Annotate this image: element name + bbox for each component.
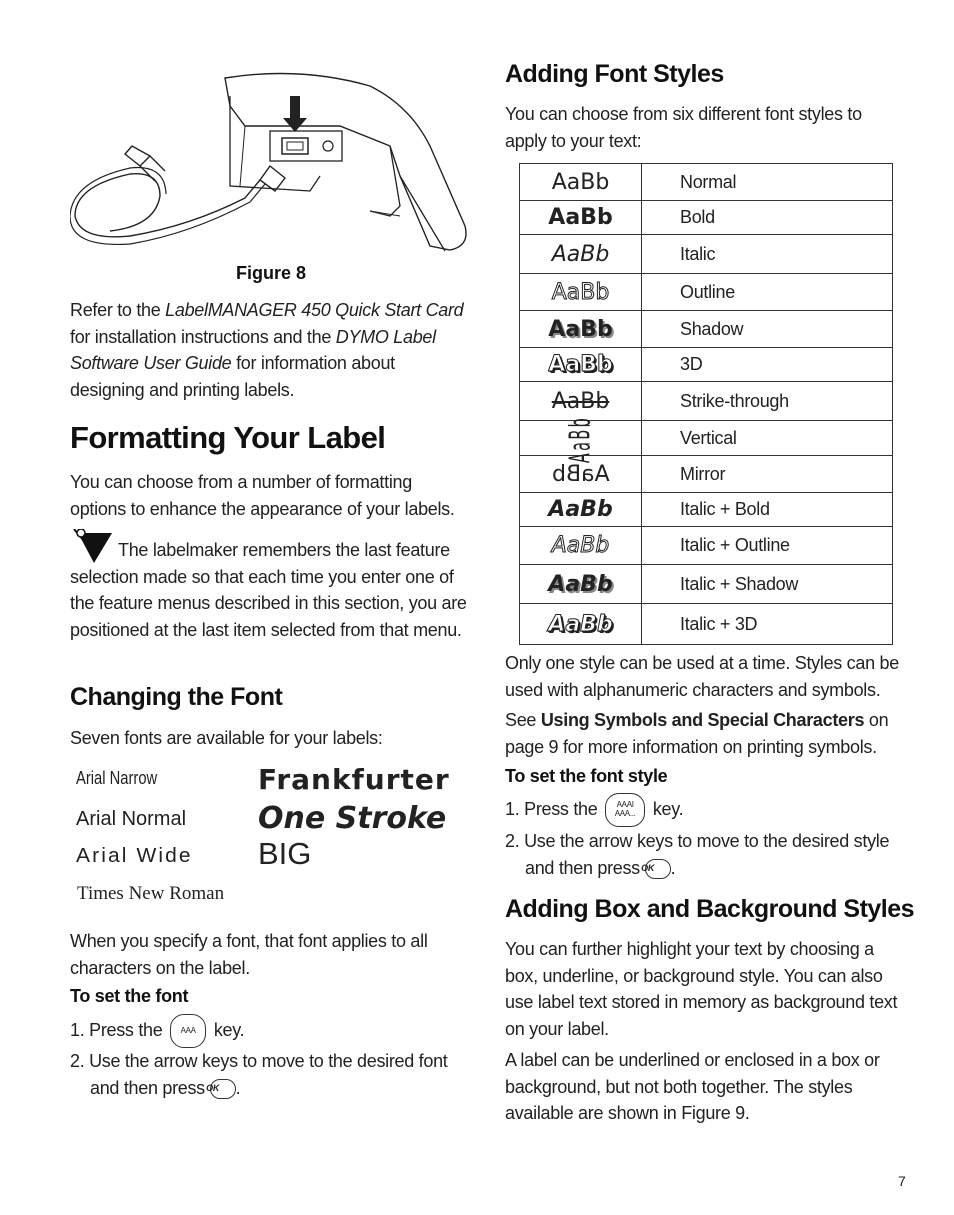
formatting-title: Formatting Your Label bbox=[70, 420, 386, 455]
style-row-italic-outline bbox=[520, 527, 893, 565]
style-step-2-text: 2. Use the arrow keys to move to the desired style and then press bbox=[505, 831, 890, 878]
style-row-strike-through bbox=[520, 382, 893, 421]
changing-font-paragraph: Seven fonts are available for your labels: bbox=[70, 728, 383, 748]
style-name-vertical: Vertical bbox=[642, 421, 893, 456]
style-name-normal: Normal bbox=[642, 164, 893, 201]
style-name-shadow: Shadow bbox=[642, 311, 893, 348]
style-row-bold bbox=[520, 201, 893, 235]
figure-8-caption: Figure 8 bbox=[236, 263, 307, 283]
style-name-bold: Bold bbox=[642, 201, 893, 235]
style-name-italic-outline: Italic + Outline bbox=[642, 527, 893, 565]
step-1-text: 1. Press the bbox=[70, 1019, 163, 1040]
set-style-step-1 bbox=[505, 793, 683, 827]
style-row-italic-shadow bbox=[520, 565, 893, 604]
symbols-section-reference: Using Symbols and Special Characters bbox=[540, 710, 865, 730]
tip-paragraph: The labelmaker remembers the last feature selection made so that each time you enter one of the feature menus described in this section, you are positioned at the last item selected from that menu. bbox=[70, 540, 467, 640]
style-row-shadow bbox=[520, 311, 893, 348]
vertical-sample-text: AaBb bbox=[563, 415, 598, 463]
font-one-stroke: One Stroke bbox=[258, 801, 447, 836]
see-symbols-paragraph bbox=[505, 707, 907, 760]
font-key-label: AAA bbox=[180, 1026, 196, 1035]
style-row-vertical bbox=[520, 421, 893, 456]
font-arial-narrow: Arial Narrow bbox=[76, 768, 158, 788]
style-row-normal bbox=[520, 164, 893, 201]
style-step-2-end: . bbox=[670, 857, 676, 878]
style-name-italic: Italic bbox=[642, 235, 893, 274]
font-applies-paragraph: When you specify a font, that font applies to all characters on the label. bbox=[70, 931, 428, 978]
set-font-step-2 bbox=[70, 1048, 470, 1101]
style-name-mirror: Mirror bbox=[642, 456, 893, 493]
box-background-paragraph-1: You can further highlight your text by choosing a box, underline, or background style. You can also use label text stored in memory as background text on your label. bbox=[505, 939, 898, 1039]
sample-bold: AaBb bbox=[520, 201, 642, 235]
sample-mirror bbox=[520, 456, 642, 493]
step-1-end: key. bbox=[213, 1019, 245, 1040]
intro-paragraph bbox=[70, 297, 472, 403]
sample-italic-shadow: AaBb bbox=[520, 565, 642, 604]
intro-text-1: Refer to the bbox=[70, 300, 161, 320]
intro-text-2: for installation instructions and the bbox=[70, 326, 332, 347]
sample-3d: AaBb bbox=[520, 348, 642, 382]
font-arial-wide: Arial Wide bbox=[76, 845, 193, 867]
font-styles-table bbox=[519, 163, 893, 645]
box-background-title: Adding Box and Background Styles bbox=[505, 895, 915, 923]
sample-italic-outline: AaBb bbox=[520, 527, 642, 565]
style-row-italic-bold bbox=[520, 493, 893, 527]
sample-italic-3d: AaBb bbox=[520, 604, 642, 645]
figure-8-illustration bbox=[70, 66, 470, 262]
sample-normal: AaBb bbox=[520, 164, 642, 201]
font-times-new-roman: Times New Roman bbox=[77, 883, 225, 904]
set-font-title: To set the font bbox=[70, 986, 189, 1006]
adding-font-styles-title: Adding Font Styles bbox=[505, 60, 724, 88]
font-big: BIG bbox=[258, 836, 312, 871]
font-key-icon bbox=[170, 1014, 206, 1048]
set-style-title: To set the font style bbox=[505, 766, 668, 786]
style-name-3d: 3D bbox=[642, 348, 893, 382]
sample-strike-through: AaBb bbox=[520, 382, 642, 421]
style-key-icon bbox=[605, 793, 645, 827]
intro-text-3: for information about designing and printing labels. bbox=[70, 353, 395, 400]
sample-shadow: AaBb bbox=[520, 311, 642, 348]
ok-key-icon: OK bbox=[210, 1079, 236, 1099]
see-text-end: on page 9 for more information on printing symbols. bbox=[505, 710, 889, 757]
quick-start-card-title: LabelMANAGER 450 Quick Start Card bbox=[165, 300, 464, 320]
style-key-label-bottom: AAA... bbox=[614, 809, 636, 818]
font-styles-paragraph: You can choose from six different font styles to apply to your text: bbox=[505, 104, 862, 151]
style-name-outline: Outline bbox=[642, 274, 893, 311]
set-style-step-2 bbox=[505, 828, 907, 881]
set-font-step-1 bbox=[70, 1014, 244, 1048]
sample-vertical bbox=[520, 415, 642, 463]
font-frankfurter: Frankfurter bbox=[258, 763, 450, 796]
sample-italic: AaBb bbox=[520, 235, 642, 274]
ok-key-icon-style: OK bbox=[645, 859, 671, 879]
changing-font-title: Changing the Font bbox=[70, 683, 283, 711]
see-text: See bbox=[505, 710, 537, 730]
style-step-1-end: key. bbox=[652, 798, 684, 819]
box-background-paragraph-2: A label can be underlined or enclosed in a box or background, but not both together. The styles available are shown in Figure 9. bbox=[505, 1050, 880, 1123]
mirror-sample-text: AaBb bbox=[551, 461, 610, 487]
style-row-italic-3d bbox=[520, 604, 893, 645]
style-name-italic-3d: Italic + 3D bbox=[642, 604, 893, 645]
formatting-paragraph: You can choose from a number of formatting options to enhance the appearance of your labels. bbox=[70, 472, 455, 519]
style-step-1-text: 1. Press the bbox=[505, 798, 598, 819]
style-row-mirror bbox=[520, 456, 893, 493]
style-row-italic bbox=[520, 235, 893, 274]
font-arial-normal: Arial Normal bbox=[76, 808, 187, 830]
page-number: 7 bbox=[898, 1173, 906, 1189]
user-guide-title: DYMO Label Software User Guide bbox=[70, 326, 436, 373]
style-name-italic-bold: Italic + Bold bbox=[642, 493, 893, 527]
sample-italic-bold: AaBb bbox=[520, 493, 642, 527]
style-name-strike-through: Strike-through bbox=[642, 382, 893, 421]
style-key-label-top: AAAI bbox=[616, 800, 634, 809]
one-style-paragraph: Only one style can be used at a time. Styles can be used with alphanumeric characters and symbols. bbox=[505, 653, 899, 700]
sample-outline: AaBb bbox=[520, 274, 642, 311]
style-row-outline bbox=[520, 274, 893, 311]
step-2-text: 2. Use the arrow keys to move to the desired font and then press bbox=[70, 1051, 448, 1098]
step-2-end: . bbox=[235, 1077, 241, 1098]
style-name-italic-shadow: Italic + Shadow bbox=[642, 565, 893, 604]
style-row-3d bbox=[520, 348, 893, 382]
